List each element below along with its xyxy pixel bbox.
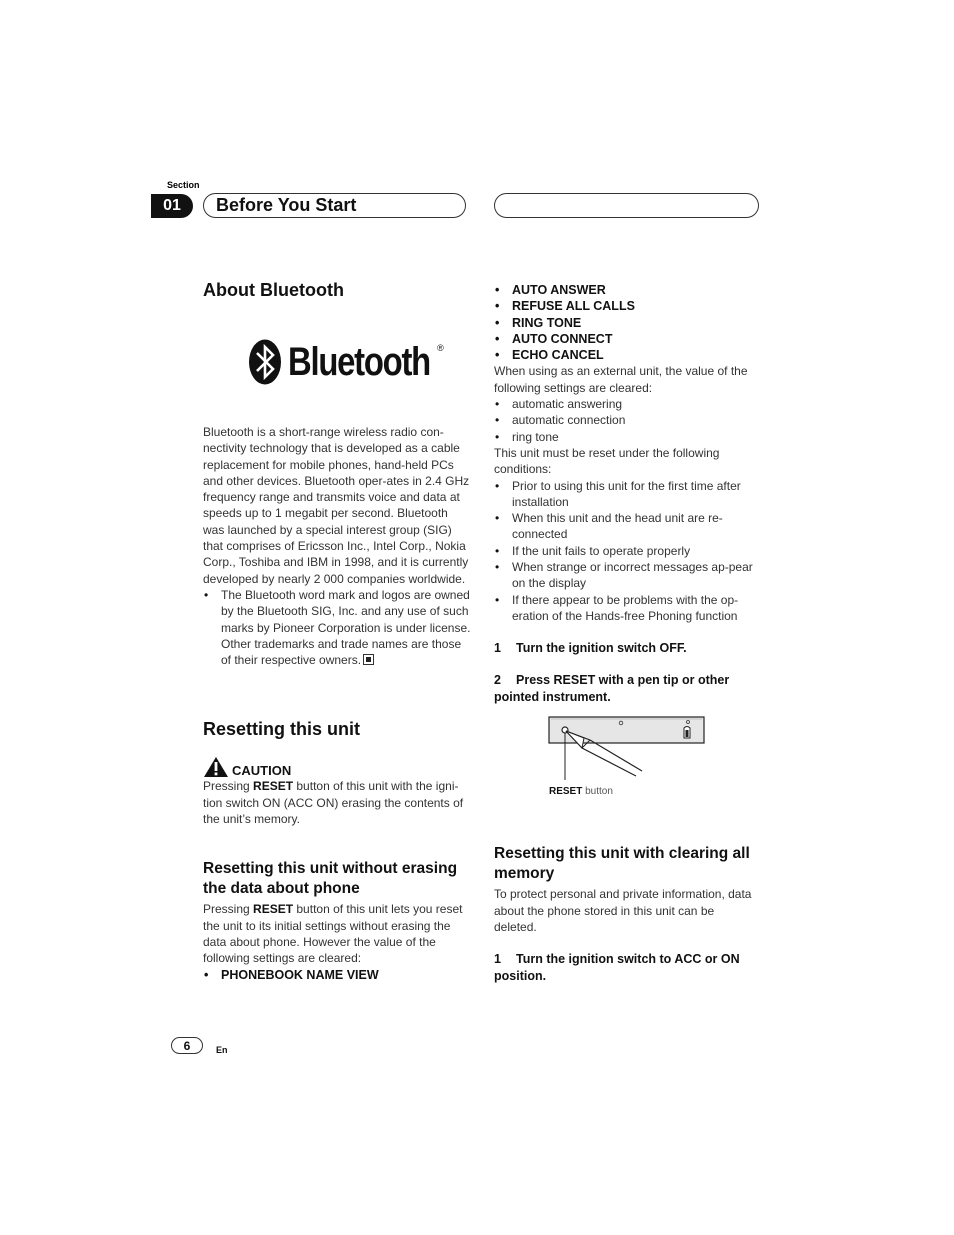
list-item: • When strange or incorrect messages ap-pear on the display	[494, 559, 760, 592]
trademark-list	[203, 587, 471, 668]
cleared-settings-list-continued	[494, 282, 760, 363]
list-item: • PHONEBOOK NAME VIEW	[203, 967, 471, 983]
without-erasing-heading: Resetting this unit without erasing the data about phone	[203, 860, 458, 898]
conditions-list	[494, 478, 760, 625]
caution-text-pre: Pressing	[203, 779, 254, 794]
reset-button-caption	[549, 786, 613, 797]
caution-text	[203, 778, 471, 827]
step-number: 1	[494, 952, 501, 967]
list-item	[203, 587, 471, 668]
section-label: Section	[167, 180, 200, 190]
list-item: • ring tone	[494, 429, 760, 445]
step-1-clear	[494, 951, 760, 985]
caption-rest: button	[582, 786, 613, 798]
bluetooth-icon	[248, 339, 282, 385]
step-2	[494, 672, 760, 706]
clear-memory-heading: Resetting this unit with clearing all memory	[494, 845, 750, 883]
list-item: • AUTO CONNECT	[494, 331, 760, 347]
registered-mark: ®	[437, 343, 444, 353]
about-bluetooth-heading: About Bluetooth	[203, 280, 344, 300]
list-item: • AUTO ANSWER	[494, 282, 760, 298]
without-erasing-text	[203, 901, 471, 966]
resetting-heading: Resetting this unit	[203, 719, 360, 740]
device-illustration	[494, 716, 760, 806]
about-paragraph: Bluetooth is a short-range wireless radio con-nectivity technology that is developed as a cable replacement for mobile phones, hand-held PCs and other devices. Bluetooth oper-ates in 2.4 GHz frequency range and transmits voice and data at speeds up to 1 megabit per second. Bluetooth was launched by a special interest group (SIG) that comprises of Ericsson Inc., Intel Corp., Nokia Corp., Toshiba and IBM in 1998, and it is currently developed by nearly 2 000 companies worldwide.	[203, 425, 470, 586]
list-item: • When this unit and the head unit are re-connected	[494, 510, 760, 543]
step-text: Turn the ignition switch to ACC or ON position.	[494, 952, 740, 984]
empty-title-box	[494, 193, 759, 218]
trademark-note: The Bluetooth word mark and logos are owned by the Bluetooth SIG, Inc. and any use of such marks by Pioneer Corporation is under license. Other trademarks and trade names are those of their respective owners.	[221, 587, 471, 668]
step-text: Turn the ignition switch OFF.	[516, 641, 687, 656]
list-item: • automatic connection	[494, 412, 760, 428]
list-item: • Prior to using this unit for the first time after installation	[494, 478, 760, 511]
list-item: • ECHO CANCEL	[494, 347, 760, 363]
section-number: 01	[151, 194, 193, 218]
bluetooth-wordmark: Bluetooth	[288, 339, 430, 384]
conditions-text: This unit must be reset under the following conditions:	[494, 445, 720, 477]
caption-key: RESET	[549, 786, 583, 798]
clear-memory-text: To protect personal and private information, data about the phone stored in this unit can be deleted.	[494, 887, 752, 934]
bluetooth-logo	[248, 337, 471, 387]
step-1	[494, 640, 760, 657]
cleared-settings-list	[203, 967, 471, 983]
reset-key: RESET	[253, 779, 294, 794]
without-text-pre: Pressing	[203, 902, 254, 917]
page-number: 6	[171, 1037, 203, 1054]
reset-illustration	[494, 716, 760, 806]
without-text-post: button of this unit lets you reset the unit to its initial settings without erasing the data about phone. However the value of the following settings are cleared:	[203, 902, 463, 966]
step-number: 2	[494, 673, 501, 688]
step-number: 1	[494, 641, 501, 656]
external-unit-text: When using as an external unit, the value of the following settings are cleared:	[494, 364, 748, 395]
language-code: En	[216, 1045, 228, 1055]
list-item: • If there appear to be problems with the op-eration of the Hands-free Phoning function	[494, 592, 760, 625]
caution-text-post: button of this unit with the igni-tion switch ON (ACC ON) erasing the contents of the unit’s memory.	[203, 779, 464, 827]
left-column	[203, 280, 471, 983]
external-cleared-list	[494, 396, 760, 445]
list-item: • REFUSE ALL CALLS	[494, 298, 760, 314]
list-item: • automatic answering	[494, 396, 760, 412]
warning-icon	[203, 756, 229, 778]
end-mark-icon	[363, 654, 374, 665]
caution-block	[203, 756, 471, 778]
right-column	[494, 282, 760, 985]
reset-key: RESET	[253, 902, 294, 917]
list-item: • RING TONE	[494, 315, 760, 331]
step-text: Press RESET with a pen tip or other pointed instrument.	[494, 673, 730, 705]
caution-label: CAUTION	[232, 763, 292, 779]
list-item: • If the unit fails to operate properly	[494, 543, 760, 559]
page-title: Before You Start	[203, 193, 466, 218]
